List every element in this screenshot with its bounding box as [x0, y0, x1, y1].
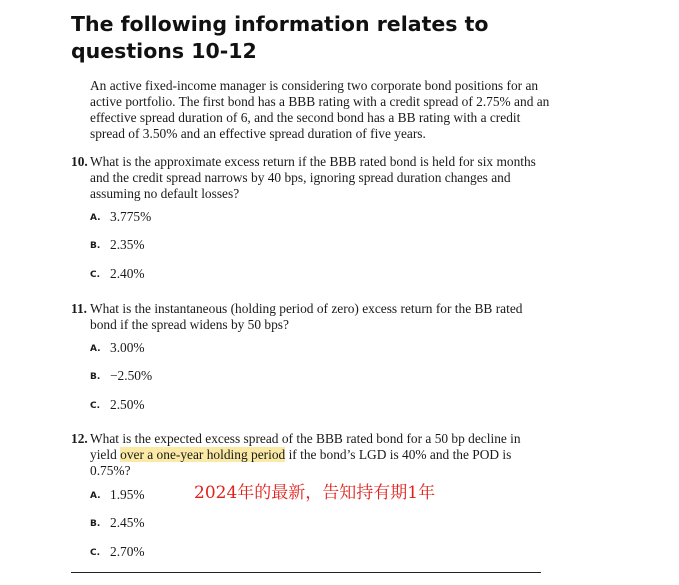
red-annotation: 2024年的最新，告知持有期1年 [194, 483, 436, 503]
question-11-option-c[interactable] [90, 397, 145, 413]
question-10-option-b[interactable] [90, 237, 145, 253]
option-text: 1.95% [110, 487, 145, 502]
option-letter: A. [90, 213, 101, 223]
question-12-option-b[interactable] [90, 515, 145, 531]
option-text: 2.35% [110, 237, 145, 252]
question-11 [71, 301, 546, 333]
question-stem: What is the approximate excess return if the BBB rated bond is held for six months and the credit spread narrows by 40 bps, ignoring spread duration changes and assuming no default losses? [90, 154, 536, 201]
question-10 [71, 154, 546, 202]
option-letter: C. [90, 401, 101, 411]
question-number: 10. [71, 154, 88, 169]
option-letter: C. [90, 270, 101, 280]
option-letter: B. [90, 372, 101, 382]
question-stem [90, 431, 546, 479]
option-letter: B. [90, 519, 101, 529]
page-title: The following information relates to questions 10-12 [71, 12, 489, 63]
option-text: 3.00% [110, 340, 145, 355]
question-10-option-c[interactable] [90, 266, 145, 282]
intro-paragraph: An active fixed-income manager is considering two corporate bond positions for an active portfolio. The first bond has a BBB rating with a credit spread of 2.75% and an effective spread duration of 6, and the second bond has a BB rating with a credit spread of 3.50% and an effective spread duration of five years. [90, 78, 550, 141]
option-text: 2.45% [110, 515, 145, 530]
stem-text: What is the expected excess spread of the BBB rated bond for a 50 bp decline in yield [90, 431, 521, 462]
question-stem: What is the instantaneous (holding period of zero) excess return for the BB rated bond if the spread widens by 50 bps? [90, 301, 523, 332]
question-number: 11. [71, 301, 87, 316]
question-10-option-a[interactable] [90, 209, 151, 225]
bottom-divider [71, 572, 541, 573]
option-text: 2.50% [110, 397, 145, 412]
question-12-option-a[interactable] [90, 487, 145, 503]
option-letter: A. [90, 344, 101, 354]
option-letter: A. [90, 491, 101, 501]
option-text: 2.70% [110, 544, 145, 559]
question-12 [71, 431, 546, 479]
option-text: 3.775% [110, 209, 152, 224]
question-number: 12. [71, 431, 88, 446]
option-letter: C. [90, 548, 101, 558]
option-text: −2.50% [110, 368, 153, 383]
stem-text: if the bond’s LGD is 40% and the POD is 0.75%? [90, 447, 512, 478]
option-letter: B. [90, 241, 101, 251]
question-11-option-a[interactable] [90, 340, 145, 356]
highlighted-phrase: over a one-year holding period [120, 447, 286, 462]
question-11-option-b[interactable] [90, 368, 152, 384]
option-text: 2.40% [110, 266, 145, 281]
question-12-option-c[interactable] [90, 544, 145, 560]
